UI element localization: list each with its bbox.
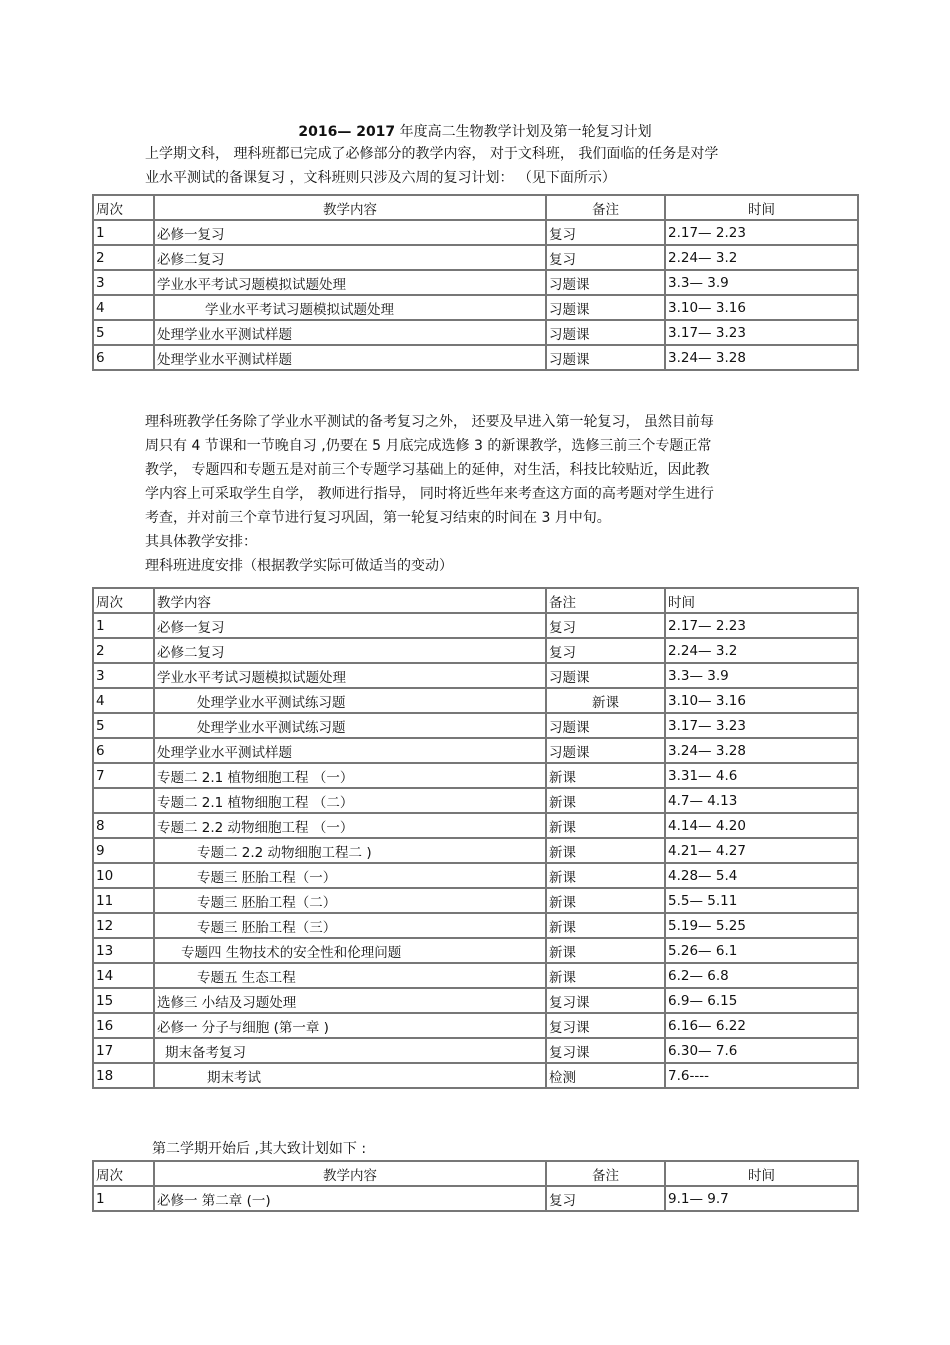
cell-week: 14 bbox=[93, 963, 154, 988]
science-line: 理科班教学任务除了学业水平测试的备考复习之外， 还要及早进入第一轮复习， 虽然目前每 bbox=[145, 414, 714, 430]
cell-note: 复习课 bbox=[546, 1013, 665, 1038]
cell-note: 新课 bbox=[546, 813, 665, 838]
cell-time: 3.17— 3.23 bbox=[665, 320, 858, 345]
table-row bbox=[93, 638, 858, 663]
science-line: 周只有 4 节课和一节晚自习 ,仍要在 5 月底完成选修 3 的新课教学，选修三前三个专题正常 bbox=[145, 438, 712, 454]
cell-note: 习题课 bbox=[546, 270, 665, 295]
header-note: 备注 bbox=[546, 195, 665, 220]
cell-time: 3.17— 3.23 bbox=[665, 713, 858, 738]
cell-note: 新课 bbox=[546, 688, 665, 713]
cell-week: 8 bbox=[93, 813, 154, 838]
science-table-caption: 理科班进度安排（根据教学实际可做适当的变动） bbox=[145, 558, 453, 574]
cell-content: 必修一复习 bbox=[154, 220, 546, 245]
cell-content: 专题三 胚胎工程（三） bbox=[154, 913, 546, 938]
cell-note: 习题课 bbox=[546, 663, 665, 688]
cell-week: 3 bbox=[93, 270, 154, 295]
table-row bbox=[93, 1063, 858, 1088]
header-time: 时间 bbox=[665, 195, 858, 220]
science-table bbox=[92, 587, 859, 1089]
cell-content: 学业水平考试习题模拟试题处理 bbox=[154, 663, 546, 688]
cell-note: 复习 bbox=[546, 1186, 665, 1211]
second-term-table bbox=[92, 1160, 859, 1212]
cell-content: 专题二 2.1 植物细胞工程 （一） bbox=[154, 763, 546, 788]
cell-week: 12 bbox=[93, 913, 154, 938]
table-row bbox=[93, 863, 858, 888]
cell-content: 处理学业水平测试样题 bbox=[154, 320, 546, 345]
cell-note: 习题课 bbox=[546, 738, 665, 763]
table-row bbox=[93, 1038, 858, 1063]
cell-week: 5 bbox=[93, 320, 154, 345]
header-time: 时间 bbox=[665, 588, 858, 613]
cell-note: 新课 bbox=[546, 913, 665, 938]
cell-time: 4.28— 5.4 bbox=[665, 863, 858, 888]
cell-week: 15 bbox=[93, 988, 154, 1013]
table-row bbox=[93, 245, 858, 270]
cell-note: 新课 bbox=[546, 963, 665, 988]
science-line: 学内容上可采取学生自学， 教师进行指导， 同时将近些年来考查这方面的高考题对学生进行 bbox=[145, 486, 714, 502]
cell-time: 5.5— 5.11 bbox=[665, 888, 858, 913]
cell-week: 7 bbox=[93, 763, 154, 788]
cell-note: 检测 bbox=[546, 1063, 665, 1088]
header-note: 备注 bbox=[546, 1161, 665, 1186]
table-row bbox=[93, 788, 858, 813]
cell-week: 16 bbox=[93, 1013, 154, 1038]
table-row bbox=[93, 713, 858, 738]
table-row bbox=[93, 345, 858, 370]
cell-week: 1 bbox=[93, 220, 154, 245]
cell-week: 1 bbox=[93, 1186, 154, 1211]
table-row bbox=[93, 1186, 858, 1211]
specific-label: 其具体教学安排： bbox=[145, 534, 257, 550]
second-term-line: 第二学期开始后 ,其大致计划如下 : bbox=[152, 1141, 367, 1157]
cell-note: 新课 bbox=[546, 838, 665, 863]
cell-time: 3.24— 3.28 bbox=[665, 738, 858, 763]
cell-content: 学业水平考试习题模拟试题处理 bbox=[154, 295, 546, 320]
cell-time: 5.26— 6.1 bbox=[665, 938, 858, 963]
header-week: 周次 bbox=[93, 195, 154, 220]
table-row bbox=[93, 888, 858, 913]
cell-week: 4 bbox=[93, 688, 154, 713]
cell-content: 必修一 分子与细胞 (第一章 ) bbox=[154, 1013, 546, 1038]
cell-note: 复习 bbox=[546, 220, 665, 245]
science-line: 教学， 专题四和专题五是对前三个专题学习基础上的延伸，对生活，科技比较贴近，因此教 bbox=[145, 462, 710, 478]
cell-week bbox=[93, 788, 154, 813]
table-row bbox=[93, 220, 858, 245]
cell-week: 5 bbox=[93, 713, 154, 738]
cell-content: 必修二复习 bbox=[154, 245, 546, 270]
cell-week: 9 bbox=[93, 838, 154, 863]
cell-content: 专题四 生物技术的安全性和伦理问题 bbox=[154, 938, 546, 963]
cell-time: 6.30— 7.6 bbox=[665, 1038, 858, 1063]
table-header-row bbox=[93, 195, 858, 220]
cell-time: 3.3— 3.9 bbox=[665, 270, 858, 295]
cell-note: 习题课 bbox=[546, 320, 665, 345]
cell-time: 6.16— 6.22 bbox=[665, 1013, 858, 1038]
cell-content: 专题二 2.2 动物细胞工程 （一） bbox=[154, 813, 546, 838]
cell-time: 3.31— 4.6 bbox=[665, 763, 858, 788]
title-year: 2016— 2017 bbox=[298, 124, 396, 140]
table-row bbox=[93, 613, 858, 638]
cell-week: 1 bbox=[93, 613, 154, 638]
cell-content: 期末备考复习 bbox=[154, 1038, 546, 1063]
cell-content: 专题三 胚胎工程（一） bbox=[154, 863, 546, 888]
cell-time: 3.24— 3.28 bbox=[665, 345, 858, 370]
cell-note: 新课 bbox=[546, 763, 665, 788]
cell-week: 2 bbox=[93, 245, 154, 270]
table-row bbox=[93, 813, 858, 838]
cell-note: 新课 bbox=[546, 863, 665, 888]
table-row bbox=[93, 963, 858, 988]
table-row bbox=[93, 663, 858, 688]
table-row bbox=[93, 270, 858, 295]
table-header-row bbox=[93, 1161, 858, 1186]
cell-time: 2.24— 3.2 bbox=[665, 638, 858, 663]
table-row bbox=[93, 688, 858, 713]
page-title bbox=[0, 121, 950, 141]
cell-time: 2.17— 2.23 bbox=[665, 220, 858, 245]
science-paragraph bbox=[145, 410, 815, 578]
header-content: 教学内容 bbox=[154, 1161, 546, 1186]
cell-content: 必修一 第二章 (一) bbox=[154, 1186, 546, 1211]
cell-content: 专题五 生态工程 bbox=[154, 963, 546, 988]
header-week: 周次 bbox=[93, 588, 154, 613]
cell-time: 7.6---- bbox=[665, 1063, 858, 1088]
cell-time: 3.10— 3.16 bbox=[665, 295, 858, 320]
cell-week: 11 bbox=[93, 888, 154, 913]
cell-content: 专题三 胚胎工程（二） bbox=[154, 888, 546, 913]
cell-week: 13 bbox=[93, 938, 154, 963]
cell-note: 复习 bbox=[546, 638, 665, 663]
cell-content: 必修一复习 bbox=[154, 613, 546, 638]
cell-time: 3.3— 3.9 bbox=[665, 663, 858, 688]
cell-time: 6.2— 6.8 bbox=[665, 963, 858, 988]
cell-time: 4.7— 4.13 bbox=[665, 788, 858, 813]
intro-line: 业水平测试的备课复习 ，文科班则只涉及六周的复习计划： （见下面所示） bbox=[145, 170, 616, 186]
table-row bbox=[93, 295, 858, 320]
cell-note: 复习课 bbox=[546, 988, 665, 1013]
cell-time: 3.10— 3.16 bbox=[665, 688, 858, 713]
cell-note: 复习 bbox=[546, 613, 665, 638]
cell-note: 新课 bbox=[546, 888, 665, 913]
table-row bbox=[93, 988, 858, 1013]
cell-time: 4.21— 4.27 bbox=[665, 838, 858, 863]
intro-paragraph bbox=[145, 142, 815, 190]
title-text: 年度高二生物教学计划及第一轮复习计划 bbox=[395, 124, 652, 140]
cell-week: 4 bbox=[93, 295, 154, 320]
science-line: 考查，并对前三个章节进行复习巩固，第一轮复习结束的时间在 3 月中旬。 bbox=[145, 510, 611, 526]
cell-week: 18 bbox=[93, 1063, 154, 1088]
cell-time: 6.9— 6.15 bbox=[665, 988, 858, 1013]
cell-week: 2 bbox=[93, 638, 154, 663]
cell-content: 学业水平考试习题模拟试题处理 bbox=[154, 270, 546, 295]
header-note: 备注 bbox=[546, 588, 665, 613]
cell-time: 9.1— 9.7 bbox=[665, 1186, 858, 1211]
table-row bbox=[93, 738, 858, 763]
cell-content: 期末考试 bbox=[154, 1063, 546, 1088]
table-row bbox=[93, 838, 858, 863]
liberal-arts-table bbox=[92, 194, 859, 371]
cell-content: 选修三 小结及习题处理 bbox=[154, 988, 546, 1013]
cell-time: 2.24— 3.2 bbox=[665, 245, 858, 270]
cell-week: 3 bbox=[93, 663, 154, 688]
table-header-row bbox=[93, 588, 858, 613]
table-row bbox=[93, 320, 858, 345]
table-row bbox=[93, 763, 858, 788]
cell-content: 处理学业水平测试样题 bbox=[154, 345, 546, 370]
cell-note: 习题课 bbox=[546, 713, 665, 738]
cell-note: 新课 bbox=[546, 938, 665, 963]
header-content: 教学内容 bbox=[154, 195, 546, 220]
cell-note: 习题课 bbox=[546, 345, 665, 370]
cell-time: 2.17— 2.23 bbox=[665, 613, 858, 638]
cell-content: 处理学业水平测试样题 bbox=[154, 738, 546, 763]
cell-content: 处理学业水平测试练习题 bbox=[154, 713, 546, 738]
cell-week: 6 bbox=[93, 738, 154, 763]
cell-note: 习题课 bbox=[546, 295, 665, 320]
header-time: 时间 bbox=[665, 1161, 858, 1186]
cell-week: 17 bbox=[93, 1038, 154, 1063]
cell-time: 4.14— 4.20 bbox=[665, 813, 858, 838]
table-row bbox=[93, 938, 858, 963]
cell-note: 新课 bbox=[546, 788, 665, 813]
cell-time: 5.19— 5.25 bbox=[665, 913, 858, 938]
cell-note: 复习课 bbox=[546, 1038, 665, 1063]
table-row bbox=[93, 1013, 858, 1038]
intro-line: 上学期文科， 理科班都已完成了必修部分的教学内容， 对于文科班， 我们面临的任务是对学 bbox=[145, 146, 719, 162]
cell-content: 专题二 2.1 植物细胞工程 （二） bbox=[154, 788, 546, 813]
cell-week: 6 bbox=[93, 345, 154, 370]
cell-week: 10 bbox=[93, 863, 154, 888]
header-week: 周次 bbox=[93, 1161, 154, 1186]
cell-note: 复习 bbox=[546, 245, 665, 270]
cell-content: 处理学业水平测试练习题 bbox=[154, 688, 546, 713]
cell-content: 专题二 2.2 动物细胞工程二 ) bbox=[154, 838, 546, 863]
header-content: 教学内容 bbox=[154, 588, 546, 613]
table-row bbox=[93, 913, 858, 938]
cell-content: 必修二复习 bbox=[154, 638, 546, 663]
